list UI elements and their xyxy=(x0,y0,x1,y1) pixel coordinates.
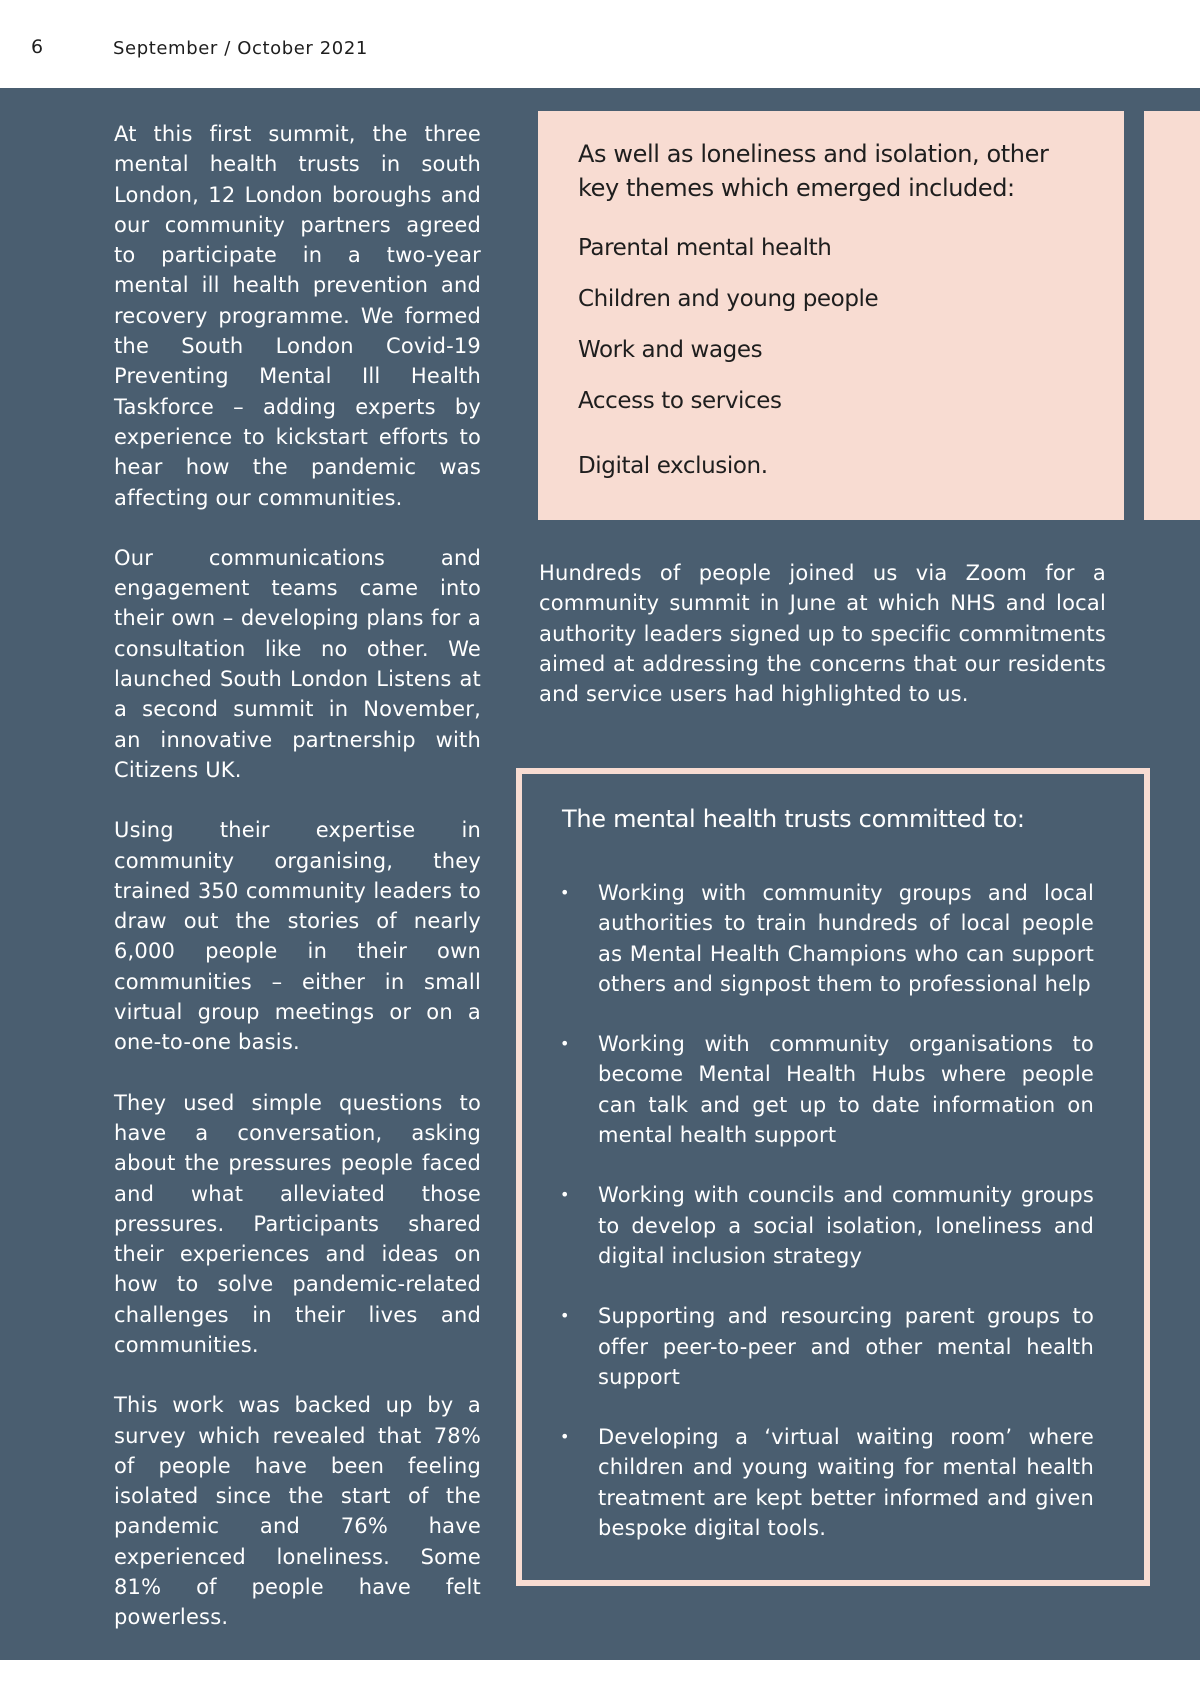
left-column xyxy=(114,119,481,1663)
adjacent-panel-edge xyxy=(1144,111,1200,520)
body-paragraph: Our communications and engagement teams came into their own – developing plans for a consultation like no other. We launched South London Listens at a second summit in November, an innovative partnership with Citizens UK. xyxy=(114,545,481,782)
commitment-item xyxy=(560,1422,1094,1543)
key-theme-item: Access to services xyxy=(578,388,782,414)
page-header xyxy=(0,0,1200,88)
key-theme-item: Digital exclusion. xyxy=(578,453,768,479)
bullet-icon: • xyxy=(560,883,570,902)
bullet-icon: • xyxy=(560,1034,570,1054)
commitment-item xyxy=(560,1301,1094,1392)
body-paragraph: Using their expertise in community organising, they trained 350 community leaders to draw out the stories of nearly 6,000 people in their own communities – either in small virtual group meetings or on a one-to-one basis. xyxy=(114,818,481,1055)
commitments-title: The mental health trusts committed to: xyxy=(562,805,1025,833)
key-theme-item: Children and young people xyxy=(578,286,879,312)
key-theme-item: Parental mental health xyxy=(578,235,832,261)
key-theme-item: Work and wages xyxy=(578,337,763,363)
bullet-icon: • xyxy=(560,1306,570,1326)
key-themes-list xyxy=(578,233,1084,481)
key-themes-intro xyxy=(578,137,1084,205)
commitment-item xyxy=(560,1029,1094,1150)
commitment-text: Developing a ‘virtual waiting room’ where children and young waiting for mental health treatment are kept better informed and given bespoke digital tools. xyxy=(598,1425,1094,1541)
bullet-icon: • xyxy=(560,1185,570,1205)
key-themes-intro-line: As well as loneliness and isolation, other xyxy=(578,140,1049,168)
commitment-text: Working with community groups and local authorities to train hundreds of local people as Mental Health Champions who can support others and signpost them to professional help xyxy=(598,881,1094,996)
issue-date: September / October 2021 xyxy=(113,38,368,59)
commitment-text: Working with community organisations to become Mental Health Hubs where people can talk and get up to date information on mental health support xyxy=(598,1032,1094,1148)
page-number: 6 xyxy=(31,36,44,58)
body-paragraph: They used simple questions to have a conversation, asking about the pressures people faced and what alleviated those pressures. Participants shared their experiences and ideas on how to solve pandemic-related challenges in their lives and communities. xyxy=(114,1090,481,1357)
body-paragraph: This work was backed up by a survey which revealed that 78% of people have been feeling isolated since the start of the pandemic and 76% have experienced loneliness. Some 81% of people have felt powerless. xyxy=(114,1393,481,1630)
commitment-item xyxy=(560,878,1094,999)
commitment-text: Working with councils and community groups to develop a social isolation, loneliness and digital inclusion strategy xyxy=(598,1183,1094,1268)
body-paragraph: At this first summit, the three mental health trusts in south London, 12 London boroughs and our community partners agreed to participate in a two-year mental ill health prevention and recovery programme. We formed the South London Covid-19 Preventing Mental Ill Health Taskforce – adding experts by experience to kickstart efforts to hear how the pandemic was affecting our communities. xyxy=(114,122,481,510)
commitments-list xyxy=(560,878,1094,1573)
bullet-icon: • xyxy=(560,1427,570,1447)
commitment-item xyxy=(560,1180,1094,1271)
commitment-text: Supporting and resourcing parent groups to offer peer-to-peer and other mental health support xyxy=(598,1304,1094,1389)
key-themes-intro-line: key themes which emerged included: xyxy=(578,174,1015,202)
key-themes-box xyxy=(538,111,1124,520)
community-summit-paragraph: Hundreds of people joined us via Zoom for a community summit in June at which NHS and local authority leaders signed up to specific commitments aimed at addressing the concerns that our residents and service users had highlighted to us. xyxy=(539,561,1106,707)
